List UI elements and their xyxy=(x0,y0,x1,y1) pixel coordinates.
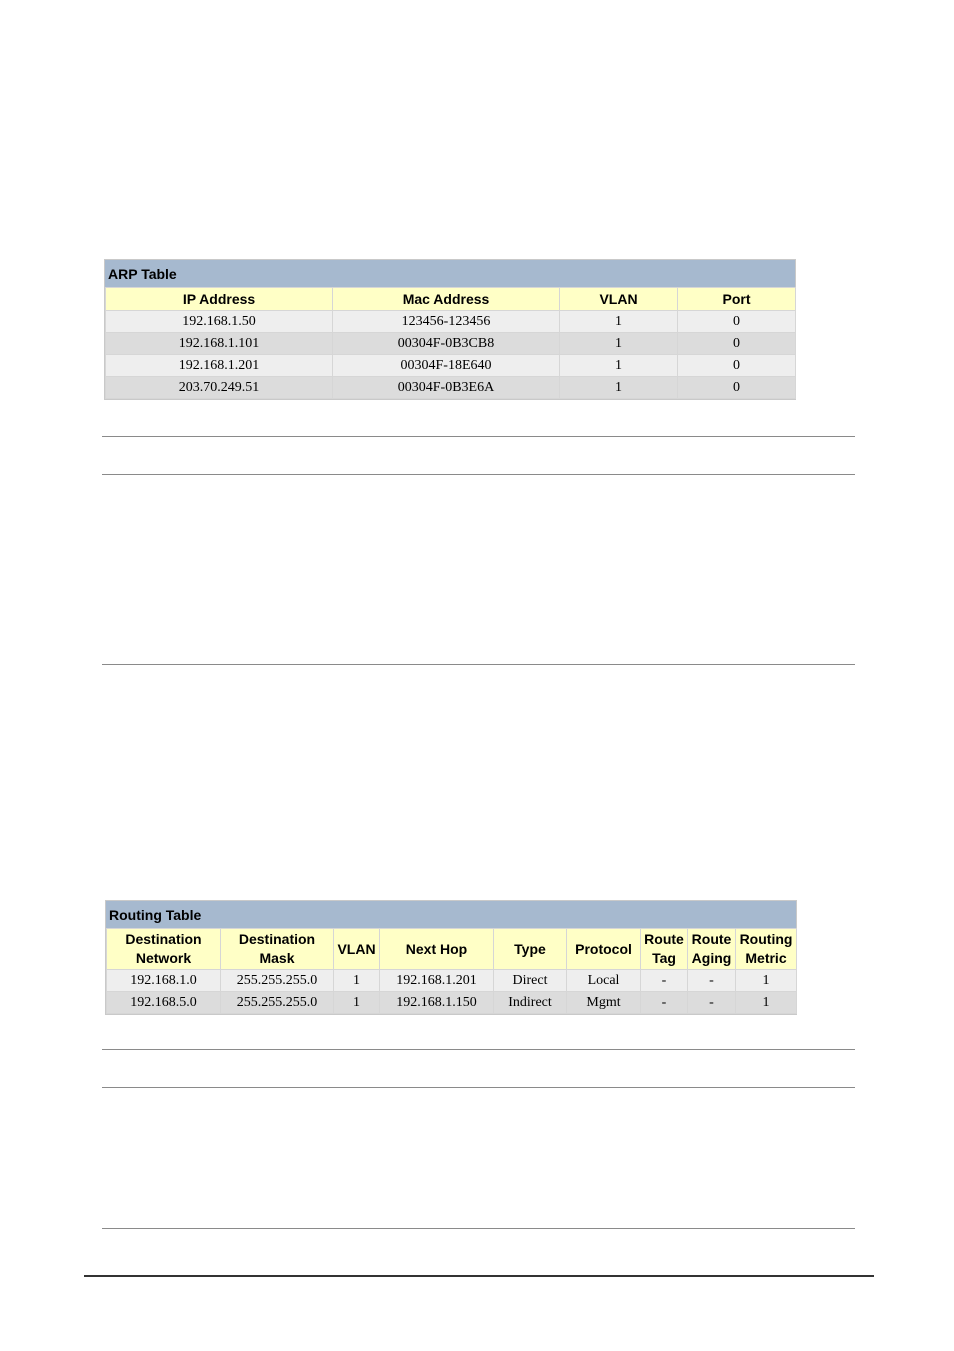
table-row xyxy=(106,311,796,333)
routing-cell-vlan: 1 xyxy=(334,992,380,1014)
routing-cell-metric: 1 xyxy=(736,970,797,992)
table-row xyxy=(107,992,797,1014)
arp-cell-port: 0 xyxy=(678,355,796,377)
routing-cell-network: 192.168.1.0 xyxy=(107,970,221,992)
arp-cell-ip: 192.168.1.201 xyxy=(106,355,333,377)
arp-cell-vlan: 1 xyxy=(560,311,678,333)
routing-table xyxy=(106,928,797,1014)
arp-cell-ip: 192.168.1.50 xyxy=(106,311,333,333)
routing-cell-protocol: Mgmt xyxy=(567,992,641,1014)
arp-cell-mac: 00304F-0B3CB8 xyxy=(333,333,560,355)
divider xyxy=(102,664,855,665)
divider xyxy=(102,436,855,437)
routing-cell-protocol: Local xyxy=(567,970,641,992)
routing-cell-route-tag: - xyxy=(641,992,688,1014)
routing-cell-mask: 255.255.255.0 xyxy=(221,970,334,992)
divider xyxy=(102,474,855,475)
routing-header-row xyxy=(107,929,797,970)
routing-cell-route-tag: - xyxy=(641,970,688,992)
arp-table xyxy=(105,287,796,399)
routing-header-destination-mask: Destination Mask xyxy=(221,929,334,970)
divider xyxy=(102,1087,855,1088)
routing-header-destination-network: Destination Network xyxy=(107,929,221,970)
arp-cell-vlan: 1 xyxy=(560,333,678,355)
routing-header-route-tag: Route Tag xyxy=(641,929,688,970)
arp-cell-ip: 203.70.249.51 xyxy=(106,377,333,399)
routing-header-route-aging: Route Aging xyxy=(688,929,736,970)
table-row xyxy=(106,355,796,377)
routing-cell-network: 192.168.5.0 xyxy=(107,992,221,1014)
arp-cell-port: 0 xyxy=(678,377,796,399)
routing-table-title: Routing Table xyxy=(106,901,796,928)
divider xyxy=(102,1049,855,1050)
arp-table-title: ARP Table xyxy=(105,260,795,287)
arp-cell-vlan: 1 xyxy=(560,377,678,399)
routing-header-routing-metric: Routing Metric xyxy=(736,929,797,970)
routing-cell-metric: 1 xyxy=(736,992,797,1014)
arp-table-panel xyxy=(104,259,796,400)
routing-cell-next-hop: 192.168.1.150 xyxy=(380,992,494,1014)
arp-cell-port: 0 xyxy=(678,333,796,355)
arp-cell-mac: 00304F-18E640 xyxy=(333,355,560,377)
arp-header-port: Port xyxy=(678,288,796,311)
routing-cell-next-hop: 192.168.1.201 xyxy=(380,970,494,992)
routing-header-protocol: Protocol xyxy=(567,929,641,970)
routing-cell-route-aging: - xyxy=(688,992,736,1014)
arp-header-row xyxy=(106,288,796,311)
arp-cell-vlan: 1 xyxy=(560,355,678,377)
arp-cell-mac: 123456-123456 xyxy=(333,311,560,333)
arp-header-mac-address: Mac Address xyxy=(333,288,560,311)
arp-header-vlan: VLAN xyxy=(560,288,678,311)
divider xyxy=(102,1228,855,1229)
routing-header-next-hop: Next Hop xyxy=(380,929,494,970)
arp-cell-ip: 192.168.1.101 xyxy=(106,333,333,355)
routing-cell-route-aging: - xyxy=(688,970,736,992)
table-row xyxy=(106,377,796,399)
arp-cell-port: 0 xyxy=(678,311,796,333)
routing-header-type: Type xyxy=(494,929,567,970)
routing-cell-mask: 255.255.255.0 xyxy=(221,992,334,1014)
routing-cell-vlan: 1 xyxy=(334,970,380,992)
footer-rule xyxy=(84,1275,874,1277)
routing-cell-type: Direct xyxy=(494,970,567,992)
routing-cell-type: Indirect xyxy=(494,992,567,1014)
routing-table-panel xyxy=(105,900,797,1015)
arp-header-ip-address: IP Address xyxy=(106,288,333,311)
table-row xyxy=(107,970,797,992)
arp-cell-mac: 00304F-0B3E6A xyxy=(333,377,560,399)
routing-header-vlan: VLAN xyxy=(334,929,380,970)
table-row xyxy=(106,333,796,355)
